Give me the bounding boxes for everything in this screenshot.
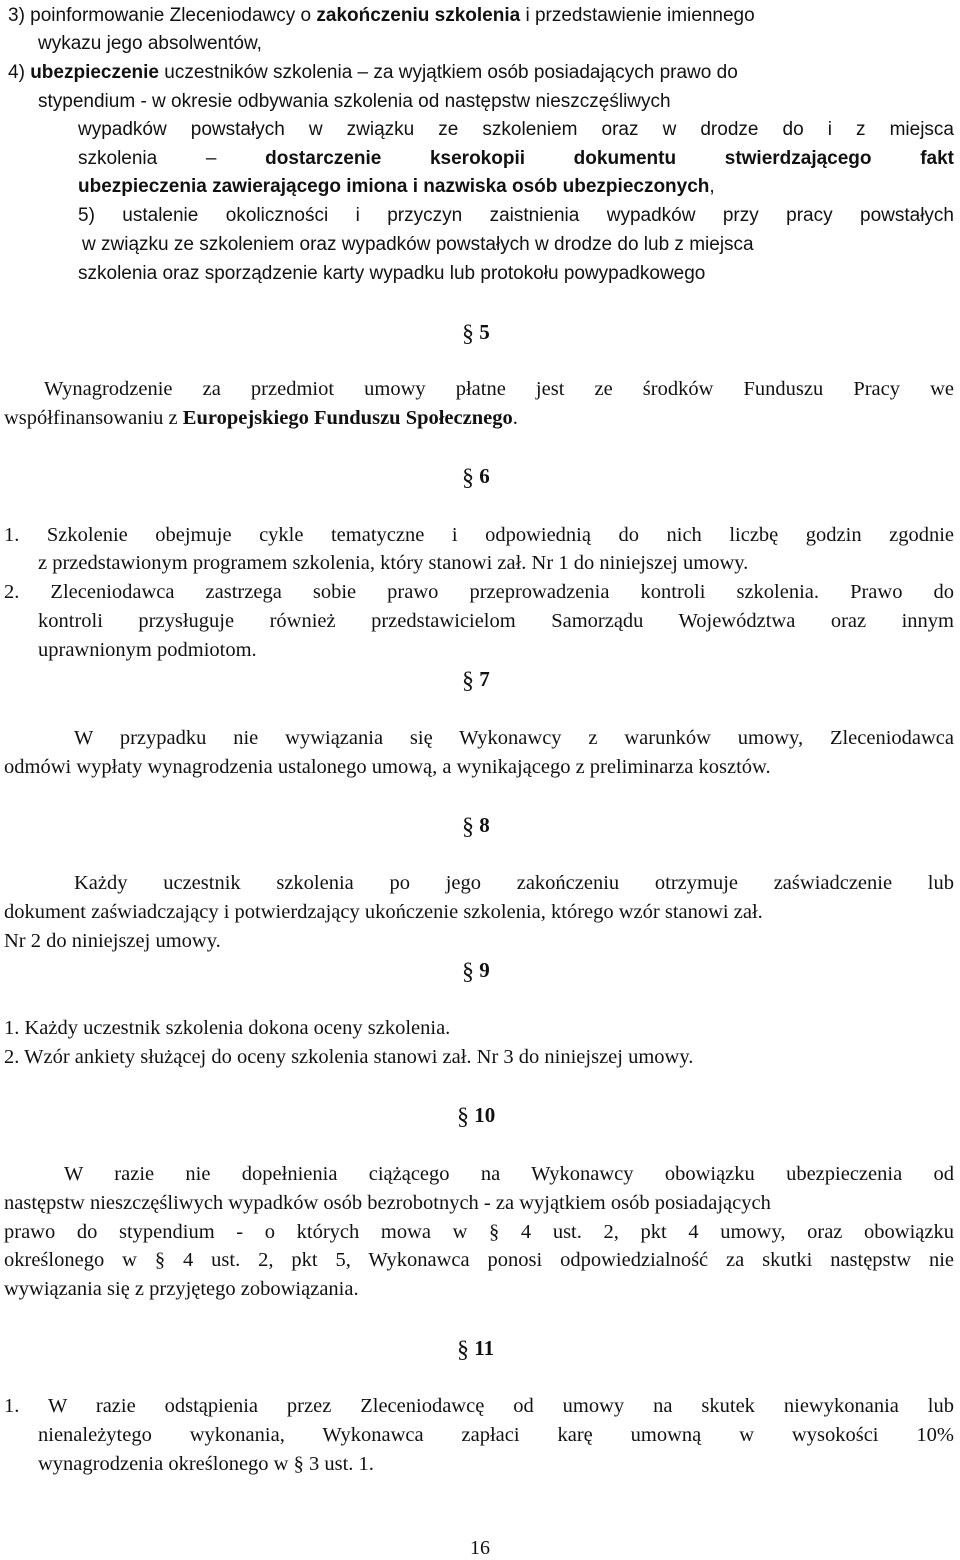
item-3-line-2: wykazu jego absolwentów, bbox=[38, 33, 262, 54]
section-6-p1-line-1: 1. Szkolenie obejmuje cykle tematyczne i odpowiednią do nich liczbę godzin zgodnie bbox=[4, 524, 954, 546]
section-10-line-1: W razie nie dopełnienia ciążącego na Wykonawcy obowiązku ubezpieczenia od bbox=[64, 1163, 954, 1185]
item-5-line-2: w związku ze szkoleniem oraz wypadków powstałych w drodze do lub z miejsca bbox=[82, 234, 754, 255]
section-8-heading: § 8 bbox=[462, 813, 490, 840]
item-5-line-1: 5) ustalenie okoliczności i przyczyn zaistnienia wypadków przy pracy powstałych bbox=[78, 205, 954, 226]
section-9-line-1: 1. Każdy uczestnik szkolenia dokona oceny szkolenia. bbox=[4, 1017, 451, 1039]
section-8-line-1: Każdy uczestnik szkolenia po jego zakończeniu otrzymuje zaświadczenie lub bbox=[74, 872, 954, 894]
item-4-line-3: wypadków powstałych w związku ze szkoleniem oraz w drodze do i z miejsca bbox=[78, 119, 954, 140]
section-10-line-4: określonego w § 4 ust. 2, pkt 5, Wykonawca ponosi odpowiedzialność za skutki następstw nie bbox=[4, 1249, 954, 1271]
item-4-line-1: 4) ubezpieczenie uczestników szkolenia – za wyjątkiem osób posiadających prawo do bbox=[8, 62, 738, 83]
section-9-line-2: 2. Wzór ankiety służącej do oceny szkolenia stanowi zał. Nr 3 do niniejszej umowy. bbox=[4, 1046, 694, 1068]
section-11-heading: § 11 bbox=[457, 1336, 495, 1363]
section-10-line-5: wywiązania się z przyjętego zobowiązania. bbox=[4, 1278, 359, 1300]
page-number: 16 bbox=[470, 1537, 490, 1559]
item-4-line-5: ubezpieczenia zawierającego imiona i nazwiska osób ubezpieczonych, bbox=[78, 176, 715, 197]
section-6-p2-line-3: uprawnionym podmiotom. bbox=[38, 639, 257, 661]
section-10-line-2: następstw nieszczęśliwych wypadków osób bezrobotnych - za wyjątkiem osób posiadających bbox=[4, 1192, 771, 1214]
section-6-p2-line-2: kontroli przysługuje również przedstawicielom Samorządu Województwa oraz innym bbox=[38, 610, 954, 632]
section-11-line-3: wynagrodzenia określonego w § 3 ust. 1. bbox=[38, 1453, 374, 1475]
section-9-heading: § 9 bbox=[462, 958, 490, 985]
section-11-line-2: nienależytego wykonania, Wykonawca zapłaci karę umowną w wysokości 10% bbox=[38, 1424, 954, 1446]
section-5-line-2: współfinansowaniu z Europejskiego Funduszu Społecznego. bbox=[4, 407, 518, 429]
section-10-line-3: prawo do stypendium - o których mowa w § 4 ust. 2, pkt 4 umowy, oraz obowiązku bbox=[4, 1221, 954, 1243]
section-10-heading: § 10 bbox=[457, 1103, 496, 1130]
section-11-line-1: 1. W razie odstąpienia przez Zleceniodawcę od umowy na skutek niewykonania lub bbox=[4, 1395, 954, 1417]
section-6-p1-line-2: z przedstawionym programem szkolenia, który stanowi zał. Nr 1 do niniejszej umowy. bbox=[38, 552, 749, 574]
section-7-line-2: odmówi wypłaty wynagrodzenia ustalonego umową, a wynikającego z preliminarza kosztów. bbox=[4, 756, 771, 778]
item-4-line-4: szkolenia – dostarczenie kserokopii dokumentu stwierdzającego fakt bbox=[78, 148, 954, 169]
item-3-line-1: 3) poinformowanie Zleceniodawcy o zakończeniu szkolenia i przedstawienie imiennego bbox=[8, 5, 755, 26]
section-5-heading: § 5 bbox=[462, 320, 490, 347]
section-8-line-2: dokument zaświadczający i potwierdzający ukończenie szkolenia, którego wzór stanowi zał. bbox=[4, 901, 763, 923]
section-7-heading: § 7 bbox=[462, 667, 490, 694]
section-6-heading: § 6 bbox=[462, 464, 490, 491]
item-5-line-3: szkolenia oraz sporządzenie karty wypadku lub protokołu powypadkowego bbox=[78, 263, 706, 284]
section-5-line-1: Wynagrodzenie za przedmiot umowy płatne jest ze środków Funduszu Pracy we bbox=[44, 378, 954, 400]
section-6-p2-line-1: 2. Zleceniodawca zastrzega sobie prawo przeprowadzenia kontroli szkolenia. Prawo do bbox=[4, 581, 954, 603]
item-4-line-2: stypendium - w okresie odbywania szkolenia od następstw nieszczęśliwych bbox=[38, 91, 671, 112]
section-8-line-3: Nr 2 do niniejszej umowy. bbox=[4, 930, 221, 952]
section-7-line-1: W przypadku nie wywiązania się Wykonawcy z warunków umowy, Zleceniodawca bbox=[74, 727, 954, 749]
